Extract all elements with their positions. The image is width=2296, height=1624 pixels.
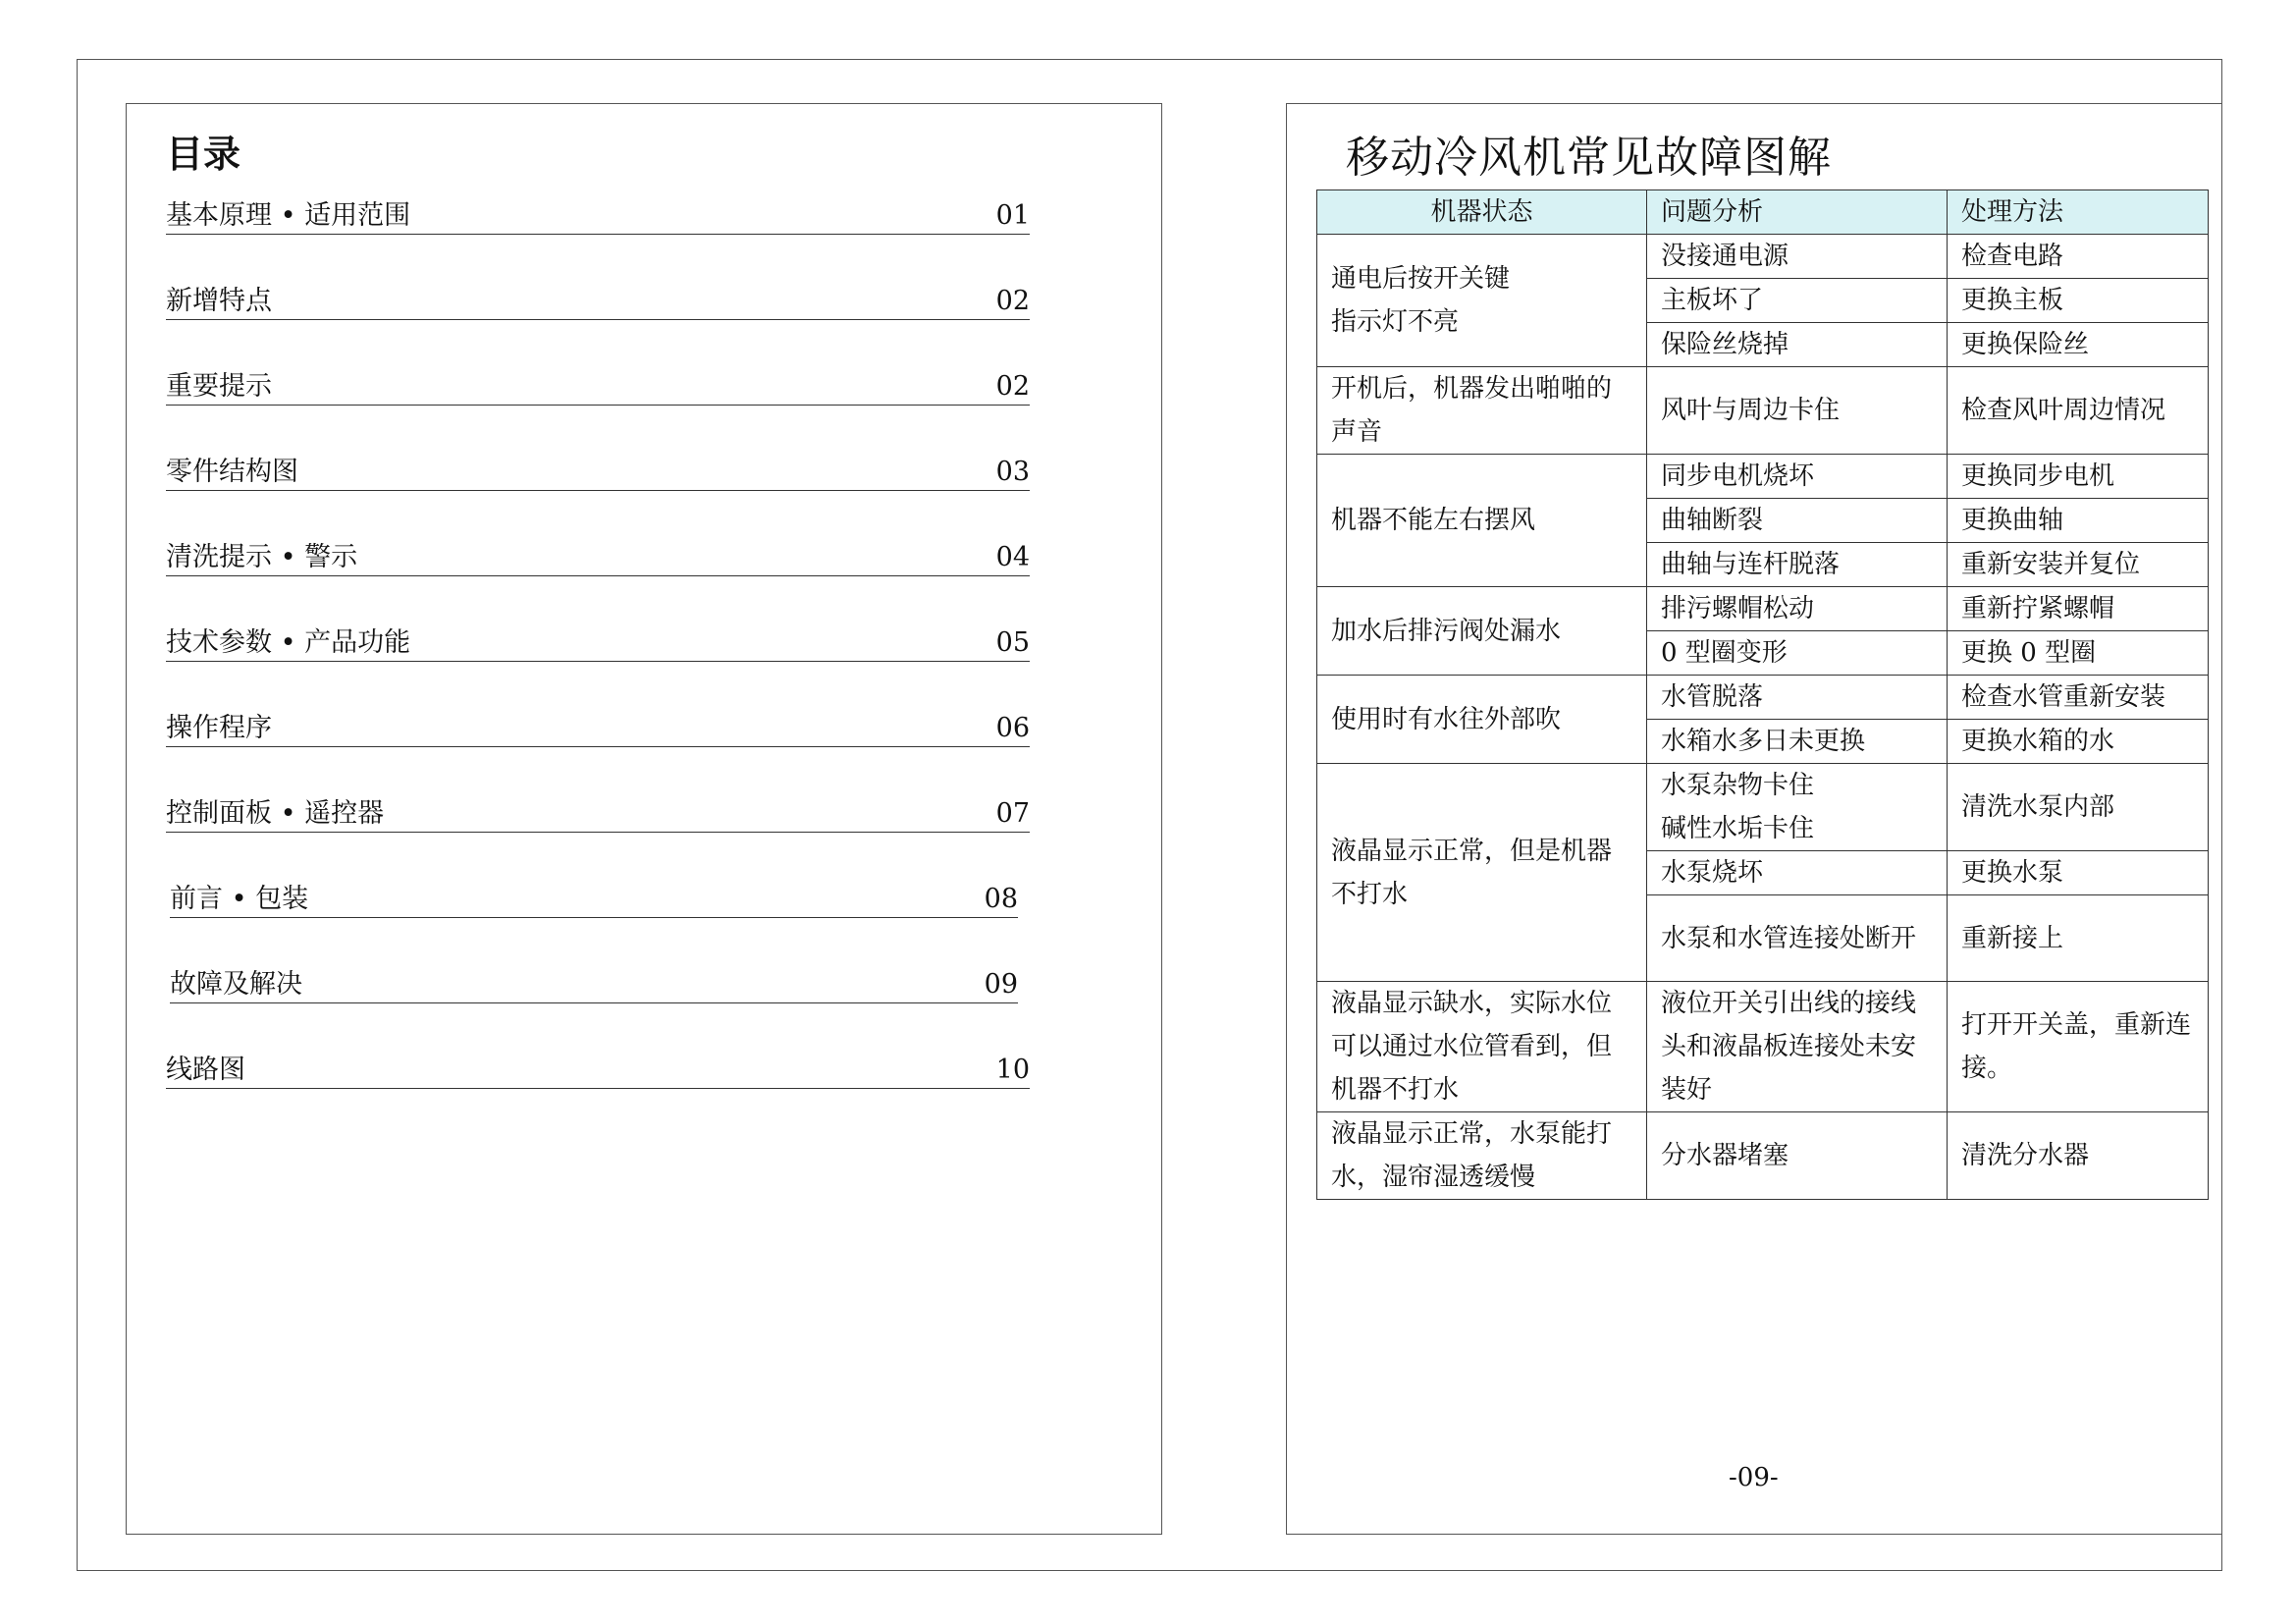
toc-item[interactable] [166,961,1030,1047]
toc-panel [126,103,1162,1535]
analysis-cell: 排污螺帽松动 [1647,587,1948,631]
fix-cell: 更换保险丝 [1948,323,2209,367]
table-row [1317,367,2209,455]
analysis-cell: 水箱水多日未更换 [1647,720,1948,764]
page-title: 移动冷风机常见故障图解 [1346,133,1832,183]
fix-cell: 打开开关盖，重新连接。 [1948,982,2209,1112]
machine-state-cell: 使用时有水往外部吹 [1317,676,1647,764]
column-header: 处理方法 [1948,190,2209,235]
analysis-cell: 水泵和水管连接处断开 [1647,895,1948,982]
toc-item-page: 02 [995,371,1030,402]
table-row [1317,676,2209,720]
toc-item-label: 清洗提示 • 警示 [166,542,358,572]
toc-item-label: 技术参数 • 产品功能 [166,627,411,658]
toc-item-label: 零件结构图 [166,457,298,487]
machine-state-cell: 液晶显示正常，水泵能打水，湿帘湿透缓慢 [1317,1112,1647,1200]
machine-state-cell: 加水后排污阀处漏水 [1317,587,1647,676]
toc-item-page: 04 [995,542,1030,572]
toc-item[interactable] [166,278,1030,363]
fix-cell: 更换曲轴 [1948,499,2209,543]
analysis-cell: 液位开关引出线的接线头和液晶板连接处未安装好 [1647,982,1948,1112]
toc-item-label: 故障及解决 [170,969,302,1000]
toc-item-page: 05 [995,627,1030,658]
fix-cell: 清洗水泵内部 [1948,764,2209,851]
machine-state-cell: 机器不能左右摆风 [1317,455,1647,587]
toc-item-page: 02 [995,286,1030,316]
table-row [1317,1112,2209,1200]
analysis-cell: 曲轴与连杆脱落 [1647,543,1948,587]
fix-cell: 更换同步电机 [1948,455,2209,499]
table-header-row [1317,190,2209,235]
toc-item-label: 新增特点 [166,286,272,316]
analysis-cell: 0 型圈变形 [1647,631,1948,676]
analysis-cell: 风叶与周边卡住 [1647,367,1948,455]
toc-item-page: 03 [995,457,1030,487]
machine-state-cell: 开机后，机器发出啪啪的声音 [1317,367,1647,455]
analysis-cell: 主板坏了 [1647,279,1948,323]
page-number: -09- [1729,1463,1779,1492]
fix-cell: 重新拧紧螺帽 [1948,587,2209,631]
toc-item[interactable] [166,876,1030,961]
fix-cell: 重新安装并复位 [1948,543,2209,587]
toc-item-label: 操作程序 [166,713,272,743]
toc-item[interactable] [166,534,1030,620]
machine-state-cell: 液晶显示正常，但是机器不打水 [1317,764,1647,982]
toc-item-label: 线路图 [166,1055,245,1085]
toc-item-page: 06 [995,713,1030,743]
table-row [1317,235,2209,279]
toc-item[interactable] [166,620,1030,705]
toc-item-label: 基本原理 • 适用范围 [166,200,411,231]
fix-cell: 重新接上 [1948,895,2209,982]
toc-item-label: 前言 • 包装 [170,884,309,914]
toc-item-page: 07 [995,798,1030,829]
toc-item-page: 01 [995,200,1030,231]
table-row [1317,587,2209,631]
analysis-cell: 保险丝烧掉 [1647,323,1948,367]
column-header: 机器状态 [1317,190,1647,235]
table-row [1317,764,2209,851]
fault-panel [1286,103,2222,1535]
toc-item-page: 08 [984,884,1018,914]
fault-table [1316,189,2209,1200]
analysis-cell: 水泵烧坏 [1647,851,1948,895]
fix-cell: 更换水泵 [1948,851,2209,895]
toc-item-label: 重要提示 [166,371,272,402]
fix-cell: 清洗分水器 [1948,1112,2209,1200]
toc-item[interactable] [166,790,1030,876]
machine-state-cell: 液晶显示缺水，实际水位可以通过水位管看到，但机器不打水 [1317,982,1647,1112]
toc-item[interactable] [166,449,1030,534]
toc-item[interactable] [166,363,1030,449]
toc-list [166,192,1030,1132]
fix-cell: 检查电路 [1948,235,2209,279]
table-row [1317,982,2209,1112]
toc-item[interactable] [166,192,1030,278]
fix-cell: 检查风叶周边情况 [1948,367,2209,455]
toc-item-label: 控制面板 • 遥控器 [166,798,385,829]
machine-state-cell: 通电后按开关键 指示灯不亮 [1317,235,1647,367]
analysis-cell: 同步电机烧坏 [1647,455,1948,499]
toc-item-page: 09 [984,969,1018,1000]
analysis-cell: 没接通电源 [1647,235,1948,279]
analysis-cell: 曲轴断裂 [1647,499,1948,543]
fix-cell: 更换主板 [1948,279,2209,323]
fix-cell: 更换水箱的水 [1948,720,2209,764]
analysis-cell: 水管脱落 [1647,676,1948,720]
fix-cell: 更换 0 型圈 [1948,631,2209,676]
toc-title: 目录 [166,132,241,176]
table-row [1317,455,2209,499]
toc-item[interactable] [166,705,1030,790]
analysis-cell: 水泵杂物卡住 碱性水垢卡住 [1647,764,1948,851]
fix-cell: 检查水管重新安装 [1948,676,2209,720]
toc-item[interactable] [166,1047,1030,1132]
analysis-cell: 分水器堵塞 [1647,1112,1948,1200]
toc-item-page: 10 [995,1055,1030,1085]
column-header: 问题分析 [1647,190,1948,235]
